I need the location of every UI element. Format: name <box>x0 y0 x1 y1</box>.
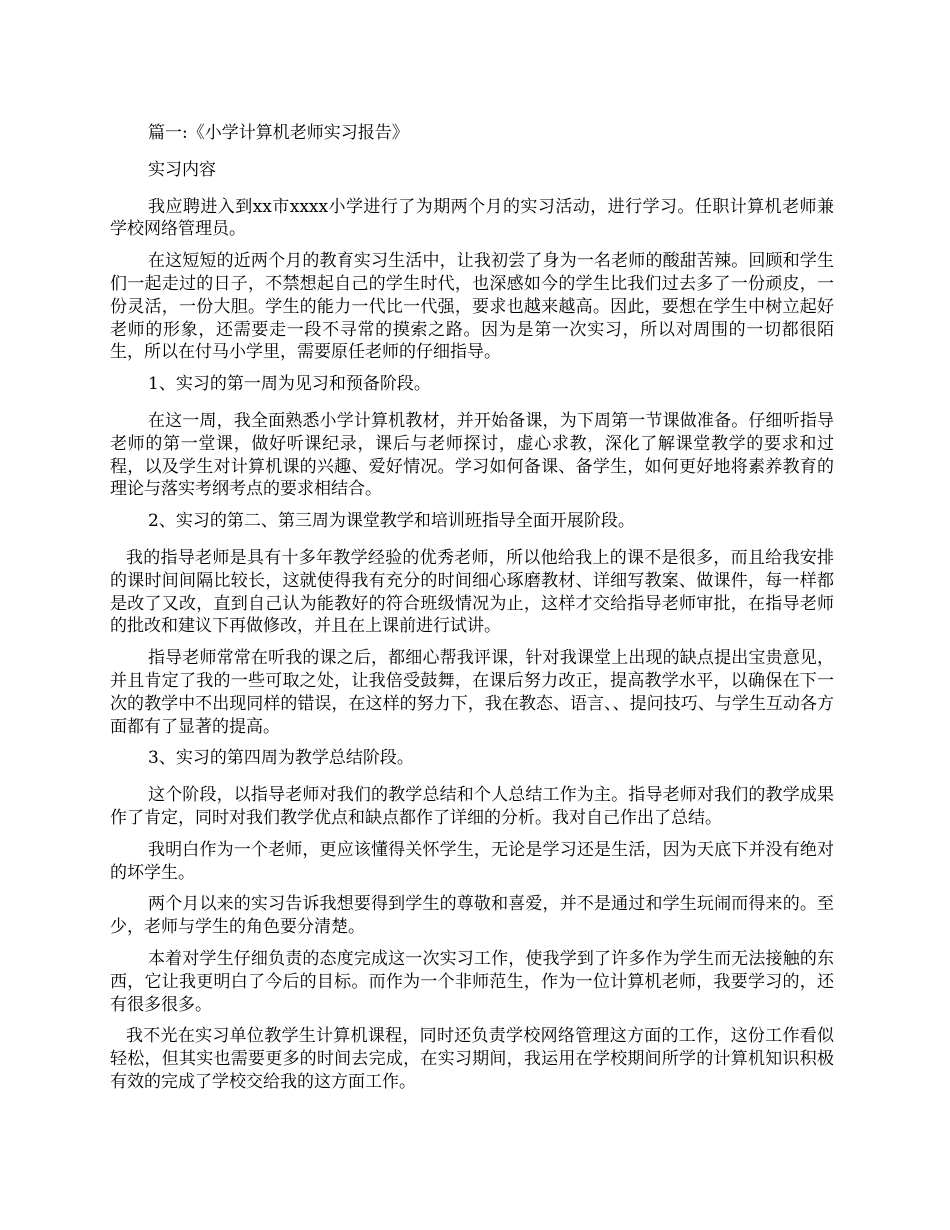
document-page <box>110 122 834 1103</box>
section-heading: 实习内容 <box>148 159 216 180</box>
paragraph: 指导老师常常在听我的课之后，都细心帮我评课，针对我课堂上出现的缺点提出宝贵意见，并且肯定了我的一些可取之处，让我倍受鼓舞，在课后努力改正，提高教学水平，以确保在下一次的教学中不出现同样的错误，在这样的努力下，我在教态、语言、、提问技巧、与学生互动各方面都有了显著的提高。 <box>110 648 834 737</box>
paragraph: 本着对学生仔细负责的态度完成这一次实习工作，使我学到了许多作为学生而无法接触的东西，它让我更明白了今后的目标。而作为一个非师范生，作为一位计算机老师，我要学习的，还有很多很多。 <box>110 948 834 1015</box>
subheading: 3、实习的第四周为教学总结阶段。 <box>148 748 414 769</box>
paragraph: 我明白作为一个老师，更应该懂得关怀学生，无论是学习还是生活，因为天底下并没有绝对的坏学生。 <box>110 839 834 883</box>
paragraph: 我不光在实习单位教学生计算机课程，同时还负责学校网络管理这方面的工作，这份工作看似轻松，但其实也需要更多的时间去完成，在实习期间，我运用在学校期间所学的计算机知识积极有效的完成了学校交给我的这方面工作。 <box>110 1026 834 1092</box>
document-title: 篇一:《小学计算机老师实习报告》 <box>148 123 409 143</box>
paragraph: 这个阶段，以指导老师对我们的教学总结和个人总结工作为主。指导老师对我们的教学成果作了肯定，同时对我们教学优点和缺点都作了详细的分析。我对自己作出了总结。 <box>110 785 834 828</box>
subheading: 1、实习的第一周为见习和预备阶段。 <box>148 374 431 395</box>
paragraph: 我的指导老师是具有十多年教学经验的优秀老师，所以他给我上的课不是很多，而且给我安排的课时间间隔比较长，这就使得我有充分的时间细心琢磨教材、详细写教案、做课件，每一样都是改了又改，直到自己认为能教好的符合班级情况为止，这样才交给指导老师审批，在指导老师的批改和建议下再做修改，并且在上课前进行试讲。 <box>110 547 834 637</box>
paragraph: 我应聘进入到xx市xxxx小学进行了为期两个月的实习活动，进行学习。任职计算机老师兼学校网络管理员。 <box>110 196 834 240</box>
paragraph: 在这短短的近两个月的教育实习生活中，让我初尝了身为一名老师的酸甜苦辣。回顾和学生们一起走过的日子，不禁想起自己的学生时代，也深感如今的学生比我们过去多了一份顽皮，一份灵活，一份大胆。学生的能力一代比一代强，要求也越来越高。因此，要想在学生中树立起好老师的形象，还需要走一段不寻常的摸索之路。因为是第一次实习，所以对周围的一切都很陌生，所以在付马小学里，需要原任老师的仔细指导。 <box>110 251 834 363</box>
subheading: 2、实习的第二、第三周为课堂教学和培训班指导全面开展阶段。 <box>148 511 635 532</box>
paragraph: 两个月以来的实习告诉我想要得到学生的尊敬和喜爱，并不是通过和学生玩闹而得来的。至少，老师与学生的角色要分清楚。 <box>110 894 834 938</box>
paragraph: 在这一周，我全面熟悉小学计算机教材，并开始备课，为下周第一节课做准备。仔细听指导老师的第一堂课，做好听课纪录，课后与老师探讨，虚心求教，深化了解课堂教学的要求和过程，以及学生对计算机课的兴趣、爱好情况。学习如何备课、备学生，如何更好地将素养教育的理论与落实考纲考点的要求相结合。 <box>110 410 834 500</box>
